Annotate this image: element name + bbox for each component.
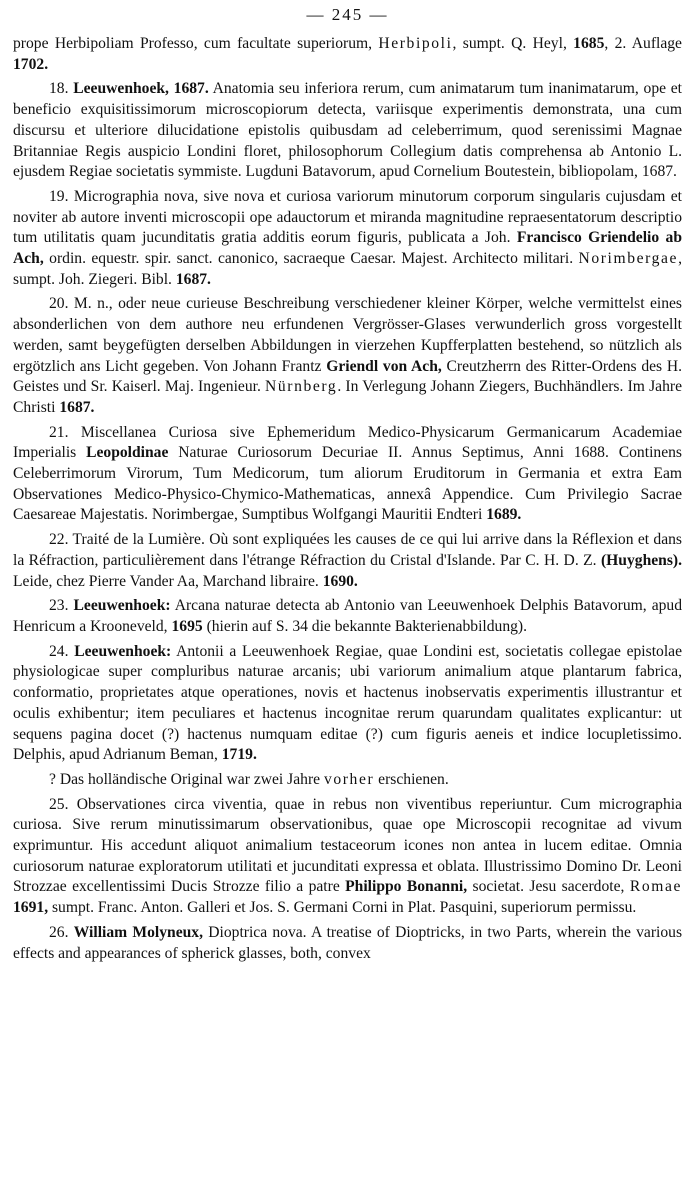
entry-19 — [13, 187, 682, 291]
entry-21 — [13, 423, 682, 527]
text-run: , sumpt. Q. Heyl, — [452, 35, 574, 52]
page-body — [13, 34, 682, 964]
bold-text: William Molyneux, — [73, 923, 204, 941]
bold-text: Francisco Griendelio ab Ach, — [13, 229, 682, 268]
text-run: erschienen. — [374, 770, 449, 788]
spaced-text: Nürnberg — [265, 378, 338, 396]
bold-text: 1691, — [13, 899, 49, 917]
bold-text: 1695 — [171, 617, 203, 635]
bold-text: (Huyghens). — [600, 551, 682, 569]
entry-continuation — [13, 34, 682, 75]
spaced-text: vorher — [323, 770, 375, 788]
bold-text: 1702. — [13, 55, 49, 73]
text-run: 21. Miscellanea Curiosa sive Ephemeridum Medico-Physicarum Germanicarum Academiae Imperialis — [13, 423, 682, 462]
text-run: 19. Micrographia nova, sive nova et curiosa variorum minutorum corporum singularis cujusdam et noviter ab autore inventi microscopii ope adauctorum et miranda magnitudine repraesentatorum descriptio tum utilitatis quam jucunditatis gratia additis eorum figuris, publicata a Joh. — [13, 187, 682, 247]
text-run: , 2. Auflage — [604, 35, 682, 52]
text-run: 25. Observationes circa viventia, quae in rebus non viventibus reperiuntur. Cum micrographia curiosa. Sive rerum minutissimarum observationibus, quae ope Microscopii recognitae ad vivum exprimuntur. His accedunt aliquot animalium testaceorum icones non antea in lucem editae. Omnia curiosorum naturae exploratorum utilitati et jucunditati expressa et oblata. Illustrissimo Domino Dr. Leoni Strozzae excellentissimi Ducis Strozze filio a patre — [13, 795, 682, 896]
text-run: Leide, chez Pierre Vander Aa, Marchand libraire. — [13, 572, 323, 590]
text-run: societat. Jesu sacerdote, — [467, 878, 630, 896]
text-run: Dioptrica nova. A treatise of Dioptricks, in two Parts, wherein the various effects and appearances of spherick glasses, both, convex — [13, 923, 683, 962]
entry-20 — [13, 294, 682, 418]
bold-text: Leeuwenhoek: — [74, 642, 172, 660]
text-run: 22. Traité de la Lumière. Où sont expliquées les causes de ce qui lui arrive dans la Réflexion et dans la Réfraction, particulièrement dans l'étrange Réfraction du Cristal d'Islande. Par C. H. D. Z. — [13, 531, 682, 569]
bold-text: Leeuwenhoek: — [73, 597, 171, 615]
text-run: 18. — [49, 80, 74, 98]
entry-24-note — [13, 770, 682, 791]
spaced-text: Norimbergae — [578, 250, 679, 268]
text-run: . In Verlegung Johann Ziegers, Buchhändlers. Im Jahre Christi — [13, 378, 682, 416]
bold-text: Leopoldinae — [86, 444, 169, 462]
spaced-text: Herbipoli — [378, 35, 453, 52]
bold-text: Philippo Bonanni, — [345, 878, 468, 896]
entry-18 — [13, 79, 682, 183]
bold-text: 1689. — [486, 506, 522, 524]
page-number: — 245 — — [306, 5, 389, 24]
text-run: ? Das holländische Original war zwei Jahre — [49, 770, 324, 788]
entry-24 — [13, 642, 682, 766]
text-run: prope Herbipoliam Professo, cum facultate superiorum, — [13, 35, 379, 52]
entry-26 — [13, 923, 682, 964]
text-run: sumpt. Franc. Anton. Galleri et Jos. S. Germani Corni in Plat. Pasquini, superiorum permissu. — [48, 899, 637, 917]
bold-text: Griendl von Ach, — [326, 357, 442, 375]
spaced-text: Romae — [629, 878, 682, 896]
text-run: 23. — [49, 597, 74, 615]
bold-text: 1687. — [59, 398, 95, 416]
entry-22 — [13, 530, 682, 592]
text-run: ordin. equestr. spir. sanct. canonico, sacraeque Caesar. Majest. Architecto militari. — [43, 250, 579, 268]
text-run: (hierin auf S. 34 die bekannte Bakterienabbildung). — [202, 617, 528, 635]
text-run: Naturae Curiosorum Decuriae II. Annus Septimus, Anni 1688. Continens Celeberrimorum Virorum, Tum Medicorum, tum aliorum Eruditorum in Germania et extra Eam Observationes Medico-Physico-Chymico-Mathematicas, annexâ Appendice. Cum Privilegio Sacrae Caesareae Majestatis. Norimbergae, Sumptibus Wolfgangi Mauritii Endteri — [13, 444, 682, 524]
bold-text: Leeuwenhoek, 1687. — [73, 80, 209, 98]
entry-23 — [13, 596, 682, 637]
bold-text: 1687. — [175, 270, 211, 288]
text-run: 20. M. n., oder neue curieuse Beschreibung verschiedener kleiner Körper, welche vermittelst eines absonderlichen von dem authore neu erfundenen Vergrösser-Glases verwunderlich gross vorgestellt werden, samt beygefügten derselben Abbildungen in vierzehen Kupfferplatten bestehend, so nützlich als ergötzlich ans Licht gegeben. Von Johann Frantz — [13, 295, 682, 375]
text-run: Arcana naturae detecta ab Antonio van Leeuwenhoek Delphis Batavorum, apud Henricum a Krooneveld, — [13, 597, 683, 635]
bold-text: 1685 — [573, 35, 605, 52]
text-run: Creutzherrn des Ritter-Ordens des H. Geistes und Sr. Kaiserl. Maj. Ingenieur. — [13, 357, 682, 396]
text-run: , sumpt. Joh. Ziegeri. Bibl. — [13, 250, 682, 288]
text-run: Antonii a Leeuwenhoek Regiae, quae Londini est, societatis collegae epistolae physiologicae super compluribus naturae arcanis; ubi variorum animalium atque plantarum fabrica, conformatio, proprietates atque operationes, novis et hactenus inobservatis experimentis illustrantur et oculis exhibentur; item peculiares et hactenus incognitae rerum quarundam qualitates explicantur: ut sequens pagina docet (?) hactenus numquam editae (?) cum figuris aeneis et indice locupletissimo. Delphis, apud Adrianum Beman, — [13, 642, 683, 764]
bold-text: 1690. — [322, 572, 358, 590]
entry-25 — [13, 795, 682, 919]
text-run: 26. — [49, 923, 74, 941]
bold-text: 1719. — [221, 746, 257, 764]
text-run: Anatomia seu inferiora rerum, cum animatarum tum inanimatarum, ope et beneficio exquisitissimorum microscopiorum detecta, variisque experimentis demonstrata, una cum discursu et ulteriore dilucidatione epistolis quibusdam ad celeberrimum, quod serenissimi Magnae Britanniae Regis auspicio Londini floret, philosophorum Collegium datis comprehensa ab Antonio L. ejusdem Regiae societatis symmiste. Lugduni Batavorum, apud Cornelium Boutestein, bibliopolam, 1687. — [13, 80, 683, 181]
text-run: 24. — [49, 642, 75, 660]
